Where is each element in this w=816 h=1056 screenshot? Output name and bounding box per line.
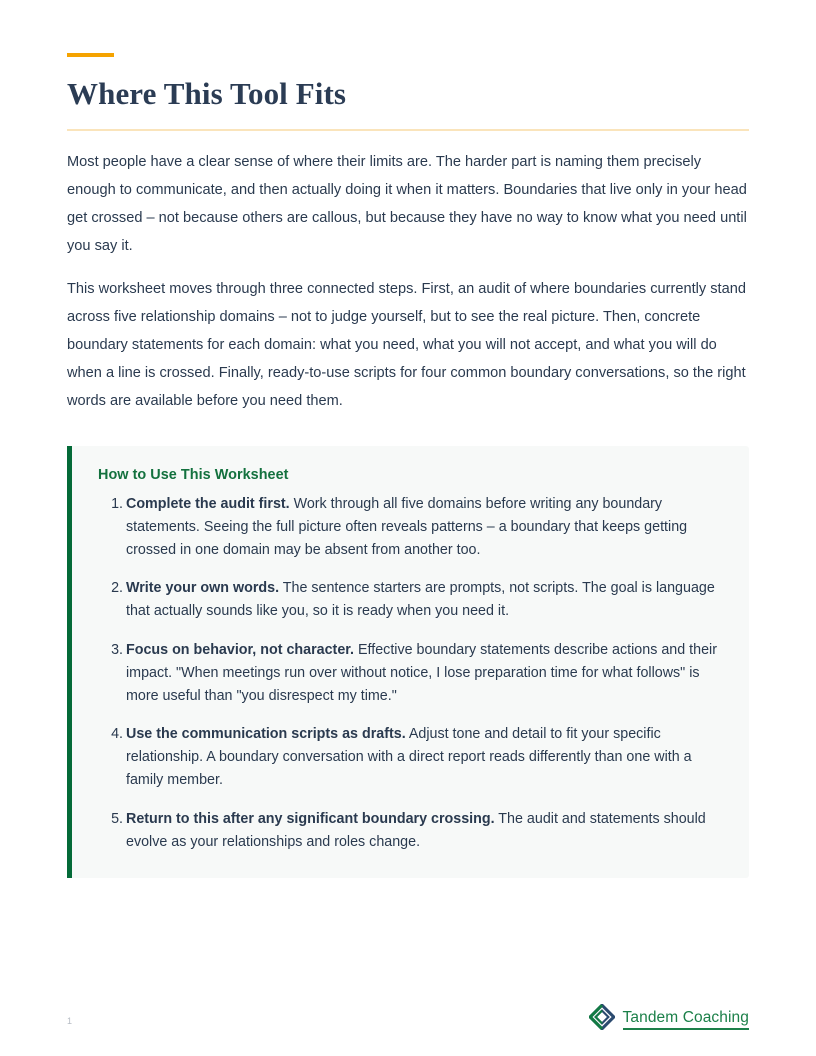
list-item-text: The audit and statements should evolve as your relationships and roles change. (126, 810, 706, 850)
page-title: Where This Tool Fits (67, 76, 347, 111)
page-number: 1 (67, 1016, 73, 1026)
list-item (126, 577, 723, 623)
list-item-lead: Write your own words. (126, 580, 280, 597)
how-to-use-callout (67, 446, 749, 878)
title-accent-bar (67, 53, 114, 57)
intro-paragraph-2: This worksheet moves through three connected steps. First, an audit of where boundaries currently stand across five relationship domains – not to judge yourself, but to see the real picture. Then, concrete boundary statements for each domain: what you need, what you will not accept, and what you will do when a line is crossed. Finally, ready-to-use scripts for four common boundary conversations, so the right words are available before you need them. (67, 280, 746, 409)
list-item-lead: Focus on behavior, not character. (126, 641, 355, 658)
list-item (126, 493, 723, 562)
list-item-text: Adjust tone and detail to fit your specific relationship. A boundary conversation with a direct report reads differently than one with a family member. (126, 726, 692, 789)
list-item (126, 808, 723, 854)
brand-name: Tandem Coaching (622, 1009, 749, 1027)
intro-paragraph-1: Most people have a clear sense of where their limits are. The harder part is naming them precisely enough to communicate, and then actually doing it when it matters. Boundaries that live only in your head get crossed – not because others are callous, but because they have no way to know what you need until you say it. (67, 153, 747, 254)
list-item-lead: Use the communication scripts as drafts. (126, 726, 406, 743)
list-item (126, 639, 723, 708)
how-to-use-list (98, 493, 723, 854)
list-item-text: Effective boundary statements describe actions and their impact. "When meetings run over without notice, I lose preparation time for what follows" is more useful than "you disrespect my time." (126, 641, 717, 704)
list-item-lead: Complete the audit first. (126, 495, 290, 512)
page-footer (0, 986, 816, 1056)
title-divider-rule (67, 129, 749, 131)
list-item (126, 723, 723, 792)
brand-wordmark (623, 1009, 749, 1030)
brand-underline (623, 1028, 749, 1030)
diamond-logo-icon (589, 1004, 615, 1035)
list-item-lead: Return to this after any significant boundary crossing. (126, 810, 495, 827)
page-content (67, 0, 749, 878)
callout-title: How to Use This Worksheet (98, 466, 289, 483)
list-item-text: The sentence starters are prompts, not scripts. The goal is language that actually sounds like you, so it is ready when you need it. (126, 580, 715, 620)
brand-logo (589, 1004, 749, 1035)
list-item-text: Work through all five domains before writing any boundary statements. Seeing the full picture often reveals patterns – a boundary that keeps getting crossed in one domain may be absent from another too. (126, 495, 688, 559)
